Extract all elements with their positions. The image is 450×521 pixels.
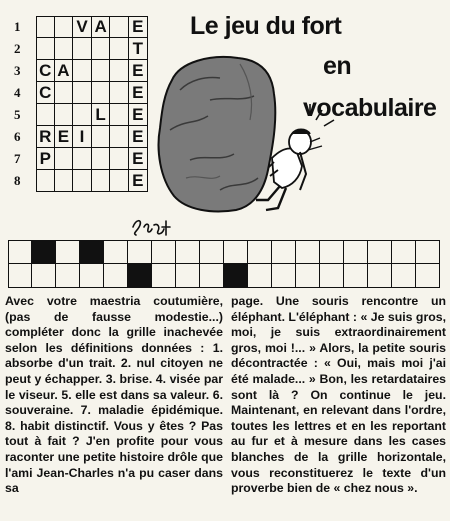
text-right: page. Une souris rencontre un éléphant. L'éléphant : « Je suis gros, moi, je suis extraordinairement gros, moi !... » Alors, la petite souris décontractée : « Oui, mais moi j'ai été malade... » Bon, les retardataires sont là ? On continue le jeu. Maintenant, en relevant dans l'ordre, toutes les lettres et en les reportant au fur et à mesure dans les cases blanches de la grille horizontale, vous reconstituerez le texte d'un proverbe bien de « chez nous ». — [231, 294, 446, 496]
crossword-cell — [36, 16, 55, 38]
crossword-cell: E — [129, 126, 148, 148]
crossword-cell: E — [129, 104, 148, 126]
crossword-cell — [110, 82, 129, 104]
text-column-right — [231, 294, 446, 497]
horizontal-grid — [8, 240, 440, 288]
horizontal-grid-black-cell — [128, 264, 152, 288]
horizontal-grid-cell — [416, 264, 440, 288]
crossword-cell: E — [129, 170, 148, 192]
horizontal-grid-cell — [296, 264, 320, 288]
crossword-cell: C — [36, 60, 55, 82]
crossword-cell: E — [129, 16, 148, 38]
crossword-cell — [110, 170, 129, 192]
crossword-cell — [92, 170, 111, 192]
crossword-row-number: 2 — [14, 41, 21, 56]
horizontal-grid-cell — [272, 264, 296, 288]
crossword-cell — [110, 16, 129, 38]
crossword-cell — [73, 104, 92, 126]
crossword-cell — [110, 60, 129, 82]
horizontal-grid-cell — [8, 240, 32, 264]
crossword-cell — [73, 82, 92, 104]
crossword-row — [12, 170, 148, 192]
crossword-cell: T — [129, 38, 148, 60]
horizontal-grid-cell — [32, 264, 56, 288]
crossword-row-number: 8 — [14, 173, 21, 188]
title-line-1: Le jeu du fort — [190, 12, 342, 40]
crossword-row — [12, 16, 148, 38]
horizontal-grid-cell — [392, 240, 416, 264]
title-line-2: en — [323, 52, 352, 80]
crossword-cell: I — [73, 126, 92, 148]
crossword-row-number: 1 — [14, 19, 21, 34]
horizontal-grid-row — [8, 240, 440, 264]
horizontal-grid-cell — [296, 240, 320, 264]
crossword-cell — [36, 104, 55, 126]
horizontal-grid-cell — [200, 240, 224, 264]
crossword-cell — [110, 126, 129, 148]
crossword-cell — [55, 38, 74, 60]
crossword-cell — [73, 170, 92, 192]
crossword-cell: E — [129, 60, 148, 82]
crossword-cell — [73, 60, 92, 82]
crossword-row — [12, 60, 148, 82]
horizontal-grid-cell — [248, 264, 272, 288]
boulder-man-illustration — [150, 50, 340, 220]
horizontal-grid-cell — [104, 264, 128, 288]
crossword-cell — [73, 148, 92, 170]
crossword-cell — [55, 16, 74, 38]
crossword-row — [12, 148, 148, 170]
horizontal-grid-cell — [272, 240, 296, 264]
crossword-cell — [36, 170, 55, 192]
boulder-shape — [159, 57, 276, 211]
horizontal-grid-cell — [128, 240, 152, 264]
crossword-cell — [92, 38, 111, 60]
crossword-cell — [92, 82, 111, 104]
horizontal-grid-cell — [392, 264, 416, 288]
crossword-cell: E — [55, 126, 74, 148]
crossword-cell: C — [36, 82, 55, 104]
horizontal-grid-cell — [56, 240, 80, 264]
crossword-cell — [92, 126, 111, 148]
crossword-grid — [12, 16, 148, 192]
crossword-cell: V — [73, 16, 92, 38]
crossword-cell — [55, 148, 74, 170]
horizontal-grid-cell — [320, 240, 344, 264]
crossword-cell — [110, 38, 129, 60]
crossword-cell — [110, 148, 129, 170]
crossword-row-number: 7 — [14, 151, 21, 166]
crossword-cell: L — [92, 104, 111, 126]
crossword-cell — [55, 170, 74, 192]
crossword-row — [12, 104, 148, 126]
horizontal-grid-cell — [320, 264, 344, 288]
horizontal-grid-black-cell — [32, 240, 56, 264]
title-line-3: vocabulaire — [303, 94, 437, 122]
horizontal-grid-cell — [200, 264, 224, 288]
crossword-row — [12, 82, 148, 104]
crossword-cell: A — [55, 60, 74, 82]
crossword-row — [12, 126, 148, 148]
crossword-cell: E — [129, 148, 148, 170]
crossword-cell: A — [92, 16, 111, 38]
crossword-cell — [36, 38, 55, 60]
horizontal-grid-cell — [368, 264, 392, 288]
horizontal-grid-cell — [416, 240, 440, 264]
horizontal-grid-cell — [176, 240, 200, 264]
crossword-row-number: 5 — [14, 107, 21, 122]
text-column-left — [5, 294, 223, 497]
crossword-cell — [73, 38, 92, 60]
crossword-cell: E — [129, 82, 148, 104]
crossword-cell: P — [36, 148, 55, 170]
horizontal-grid-black-cell — [80, 240, 104, 264]
crossword-row-number: 3 — [14, 63, 21, 78]
crossword-row-number: 6 — [14, 129, 21, 144]
crossword-cell — [92, 148, 111, 170]
artist-signature — [130, 215, 172, 237]
horizontal-grid-cell — [152, 240, 176, 264]
crossword-cell — [92, 60, 111, 82]
horizontal-grid-cell — [176, 264, 200, 288]
horizontal-grid-cell — [344, 264, 368, 288]
horizontal-grid-cell — [368, 240, 392, 264]
horizontal-grid-black-cell — [224, 264, 248, 288]
horizontal-grid-cell — [344, 240, 368, 264]
crossword-row-number: 4 — [14, 85, 21, 100]
text-left: Avec votre maestria coutumière, (pas de fausse modestie...) compléter donc la grille inachevée selon les définitions données : 1. absorbe d'un trait. 2. nul citoyen ne peut y échapper. 3. brise. 4. visée par le viseur. 5. elle est dans sa valeur. 6. souveraine. 7. maladie épidémique. 8. habit distinctif. Vous y êtes ? Pas tout à fait ? J'en profite pour vous raconter une petite histoire drôle que l'ami Jean-Charles n'a pu caser dans sa — [5, 294, 223, 496]
horizontal-grid-cell — [8, 264, 32, 288]
crossword-row — [12, 38, 148, 60]
horizontal-grid-cell — [224, 240, 248, 264]
horizontal-grid-cell — [80, 264, 104, 288]
crossword-cell — [55, 104, 74, 126]
horizontal-grid-cell — [56, 264, 80, 288]
crossword-cell: R — [36, 126, 55, 148]
horizontal-grid-row — [8, 264, 440, 288]
horizontal-grid-cell — [248, 240, 272, 264]
horizontal-grid-cell — [104, 240, 128, 264]
crossword-cell — [110, 104, 129, 126]
horizontal-grid-cell — [152, 264, 176, 288]
crossword-cell — [55, 82, 74, 104]
